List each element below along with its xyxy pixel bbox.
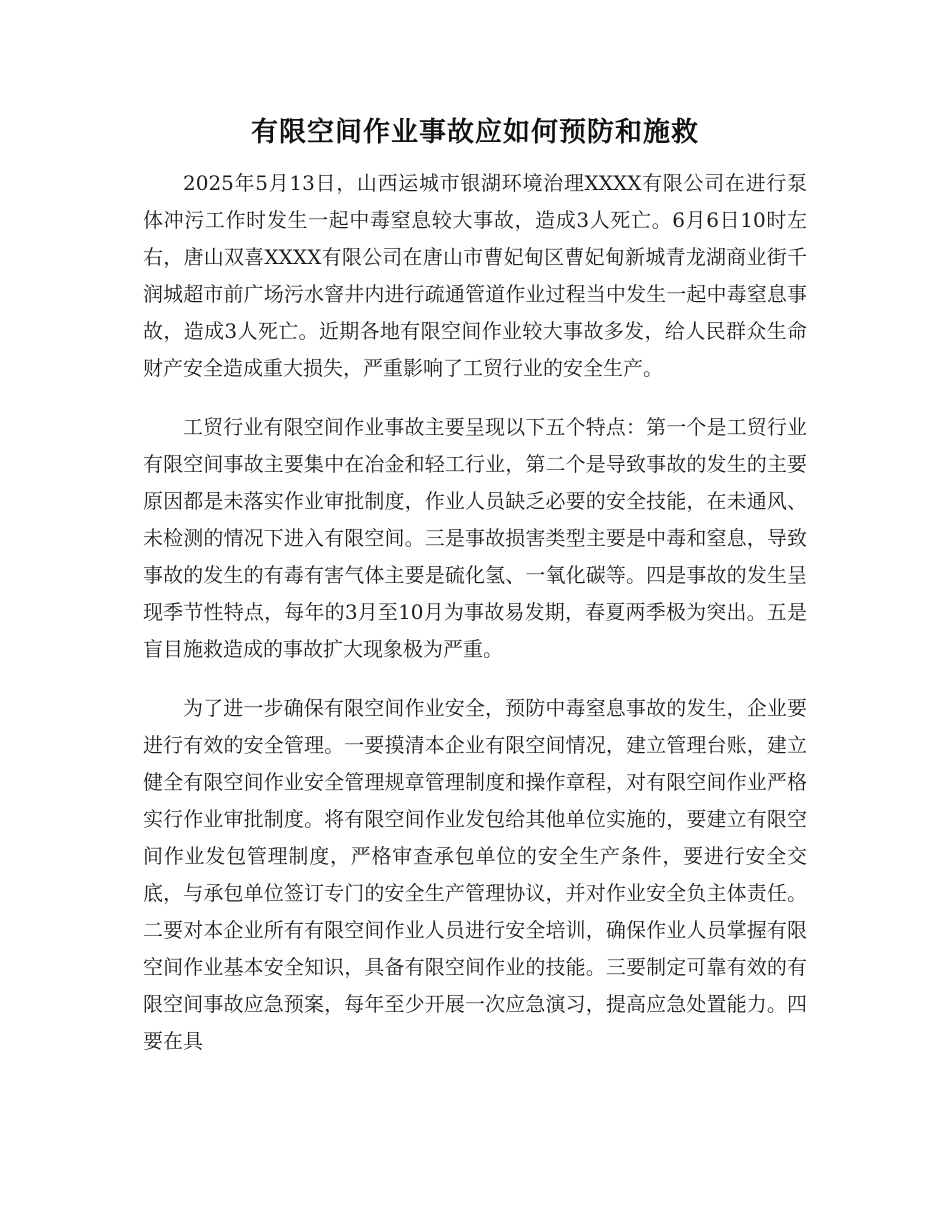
document-body <box>143 165 807 1082</box>
paragraph-safety-management: 为了进一步确保有限空间作业安全，预防中毒窒息事故的发生，企业要进行有效的安全管理。一要摸清本企业有限空间情况，建立管理台账，建立健全有限空间作业安全管理规章管理制度和操作章程，对有限空间作业严格实行作业审批制度。将有限空间作业发包给其他单位实施的，要建立有限空间作业发包管理制度，严格审查承包单位的安全生产条件，要进行安全交底，与承包单位签订专门的安全生产管理协议，并对作业安全负主体责任。二要对本企业所有有限空间作业人员进行安全培训，确保作业人员掌握有限空间作业基本安全知识，具备有限空间作业的技能。三要制定可靠有效的有限空间事故应急预案，每年至少开展一次应急演习，提高应急处置能力。四要在具 <box>143 696 807 1053</box>
paragraph-accident-characteristics: 工贸行业有限空间作业事故主要呈现以下五个特点：第一个是工贸行业有限空间事故主要集中在冶金和轻工行业，第二个是导致事故的发生的主要原因都是未落实作业审批制度，作业人员缺乏必要的安全技能，在未通风、未检测的情况下进入有限空间。三是事故损害类型主要是中毒和窒息，导致事故的发生的有毒有害气体主要是硫化氢、一氧化碳等。四是事故的发生呈现季节性特点，每年的3月至10月为事故易发期，春夏两季极为突出。五是盲目施救造成的事故扩大现象极为严重。 <box>143 415 807 661</box>
paragraph-accident-cases: 2025年5月13日，山西运城市银湖环境治理XXXX有限公司在进行泵体冲污工作时发生一起中毒窒息较大事故，造成3人死亡。6月6日10时左右，唐山双喜XXXX有限公司在唐山市曹妃甸区曹妃甸新城青龙湖商业街千润城超市前广场污水窨井内进行疏通管道作业过程当中发生一起中毒窒息事故，造成3人死亡。近期各地有限空间作业较大事故多发，给人民群众生命财产安全造成重大损失，严重影响了工贸行业的安全生产。 <box>143 171 807 380</box>
document-title: 有限空间作业事故应如何预防和施救 <box>251 117 699 148</box>
